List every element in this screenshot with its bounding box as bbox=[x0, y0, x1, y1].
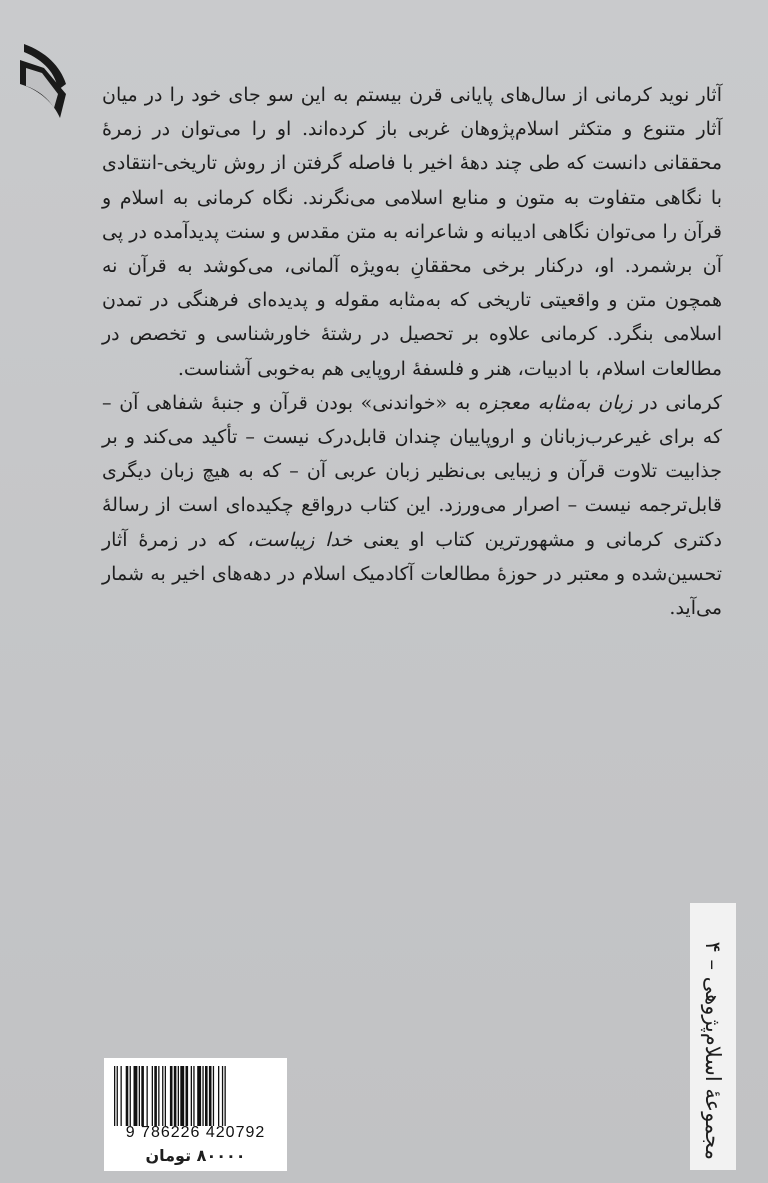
description-paragraph-2 bbox=[102, 386, 722, 625]
para2-end: ، که در زمرهٔ آثار تحسین‌شده و معتبر در حوزهٔ مطالعات آکادمیک اسلام در دهه‌های اخیر به شمار می‌آید. bbox=[102, 528, 722, 620]
series-label: مجموعهٔ اسلام‌پژوهی – ۴ bbox=[701, 941, 725, 1160]
book-title-god-is-beautiful: خدا زیباست bbox=[253, 528, 353, 551]
barcode-icon bbox=[112, 1066, 279, 1126]
book-description bbox=[102, 78, 722, 625]
description-paragraph-1: آثار نوید کرمانی از سال‌های پایانی قرن بیستم به این سو جای خود را در میان آثار متنوع و متکثر اسلام‌پژوهان غربی باز کرده‌اند. او را می‌توان در زمرهٔ محققانی دانست که طی چند دههٔ اخیر با فاصله گرفتن از روش تاریخی-انتقادی با نگاهی متفاوت به متون و منابع اسلامی می‌نگرند. نگاه کرمانی به اسلام و قرآن را می‌توان نگاهی ادیبانه و شاعرانه به متن مقدس و سنت پدیدآمده در پی آن برشمرد. او، درکنار برخی محققانِ به‌ویژه آلمانی، می‌کوشد به قرآن نه همچون متن و واقعیتی تاریخی که به‌مثابه مقوله و پدیده‌ای فرهنگی در تمدن اسلامی بنگرد. کرمانی علاوه بر تحصیل در رشتهٔ خاورشناسی و تخصص در مطالعات اسلام، با ادبیات، هنر و فلسفهٔ اروپایی هم به‌خوبی آشناست. bbox=[102, 84, 722, 380]
book-title-language-as-miracle: زبان به‌مثابه معجزه bbox=[478, 391, 633, 414]
para2-intro: کرمانی در bbox=[632, 391, 722, 414]
series-label-strip bbox=[690, 903, 736, 1170]
publisher-logo-icon bbox=[16, 38, 72, 122]
price-label: ۸۰۰۰۰ تومان bbox=[145, 1146, 246, 1165]
isbn-number: 9 786226 420792 bbox=[125, 1124, 266, 1141]
para2-middle: به «خواندنی» بودن قرآن و جنبهٔ شفاهی آن – که برای غیرعرب‌زبانان و اروپاییان چندان قابل‌درک نیست – تأکید می‌کند و بر جذابیت تلاوت قرآن و زیبایی بی‌نظیر زبان عربی آن – که به هیچ زبان دیگری قابل‌ترجمه نیست – اصرار می‌ورزد. این کتاب درواقع چکیده‌ای است از رسالهٔ دکتری کرمانی و مشهورترین کتاب او یعنی bbox=[102, 391, 723, 551]
barcode-box bbox=[104, 1058, 287, 1171]
